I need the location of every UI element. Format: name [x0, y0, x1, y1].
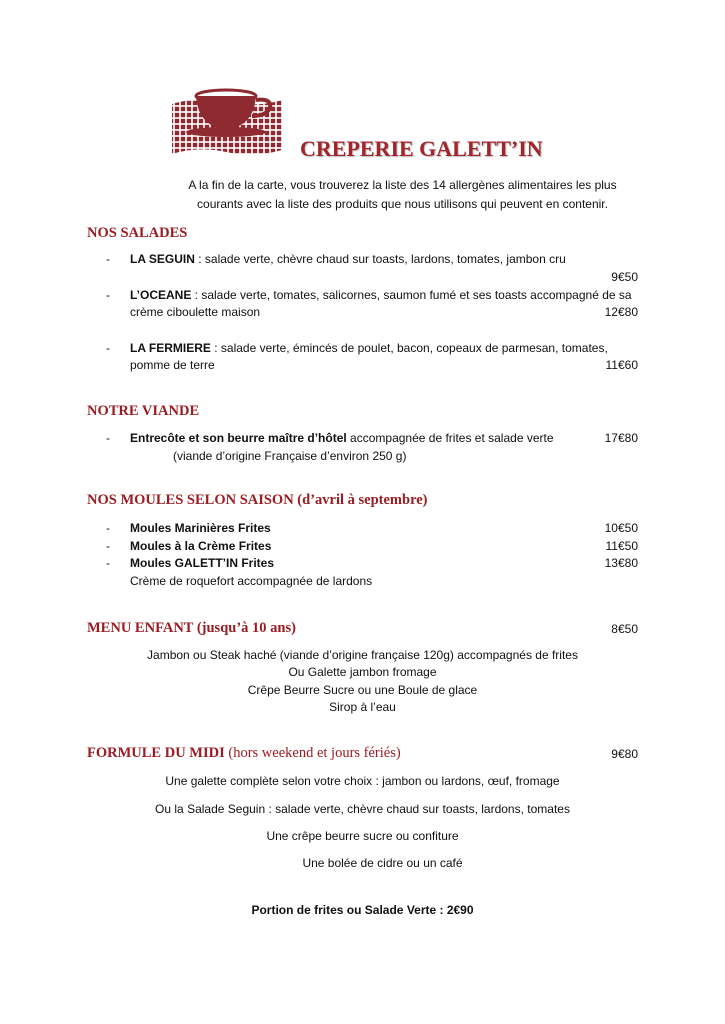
menu-enfant-line: Sirop à l’eau: [329, 700, 396, 714]
salade-seguin-price: 9€50: [611, 270, 638, 284]
bullet-dash: -: [106, 556, 110, 570]
moules-galettin: Moules GALETT’IN Frites: [130, 556, 275, 570]
moules-heading: NOS MOULES SELON SAISON (d’avril à septembre): [87, 492, 428, 508]
moules-marinieres-price: 10€50: [604, 521, 638, 535]
bullet-dash: -: [106, 341, 110, 355]
moules-galettin-note: Crème de roquefort accompagnée de lardons: [130, 574, 373, 588]
moules-marinieres: Moules Marinières Frites: [130, 521, 271, 535]
moules-creme: Moules à la Crème Frites: [130, 539, 272, 553]
salade-oceane-price: 12€80: [604, 305, 638, 319]
bullet-dash: -: [106, 431, 110, 445]
portion-note: Portion de frites ou Salade Verte : 2€90: [251, 903, 474, 917]
formule-line: Une bolée de cidre ou un café: [302, 856, 463, 870]
salade-fermiere: LA FERMIERE : salade verte, émincés de poulet, bacon, copeaux de parmesan, tomates,: [130, 341, 608, 355]
bullet-dash: -: [106, 521, 110, 535]
salades-heading: NOS SALADES: [87, 225, 188, 241]
coffee-cup-logo: [168, 82, 286, 160]
formule-line: Une galette complète selon votre choix : jambon ou lardons, œuf, fromage: [165, 774, 560, 788]
entrecote-note: (viande d’origine Française d’environ 250 g): [173, 449, 407, 463]
moules-creme-price: 11€50: [605, 539, 638, 553]
menu-enfant-line: Crêpe Beurre Sucre ou une Boule de glace: [247, 683, 478, 697]
restaurant-title: CREPERIE GALETT’IN: [300, 136, 543, 161]
formule-line: Ou la Salade Seguin : salade verte, chèvre chaud sur toasts, lardons, tomates: [155, 802, 570, 816]
allergen-notice-line-2: courants avec la liste des produits que nous utilisons qui peuvent en contenir.: [197, 197, 608, 211]
salade-fermiere-price: 11€60: [605, 358, 638, 372]
entrecote-item: Entrecôte et son beurre maître d’hôtel accompagnée de frites et salade verte: [130, 431, 554, 445]
formule-midi-heading: FORMULE DU MIDI (hors weekend et jours fériés): [87, 745, 401, 761]
bullet-dash: -: [106, 539, 110, 553]
formule-midi-price: 9€80: [611, 747, 638, 761]
menu-enfant-line: Jambon ou Steak haché (viande d’origine française 120g) accompagnés de frites: [147, 648, 578, 662]
moules-galettin-price: 13€80: [604, 556, 638, 570]
viande-heading: NOTRE VIANDE: [87, 403, 200, 419]
menu-enfant-price: 8€50: [611, 622, 638, 636]
menu-enfant-line: Ou Galette jambon fromage: [288, 665, 437, 679]
salade-oceane: L’OCEANE : salade verte, tomates, salicornes, saumon fumé et ses toasts accompagné de sa: [130, 288, 632, 302]
bullet-dash: -: [106, 252, 110, 266]
bullet-dash: -: [106, 288, 110, 302]
salade-seguin: LA SEGUIN : salade verte, chèvre chaud sur toasts, lardons, tomates, jambon cru: [130, 252, 566, 266]
allergen-notice-line-1: A la fin de la carte, vous trouverez la liste des 14 allergènes alimentaires les plus: [188, 178, 617, 192]
formule-line: Une crêpe beurre sucre ou confiture: [266, 829, 459, 843]
entrecote-price: 17€80: [604, 431, 638, 445]
menu-enfant-heading: MENU ENFANT (jusqu’à 10 ans): [87, 620, 296, 636]
salade-fermiere-desc2: pomme de terre: [130, 358, 215, 372]
salade-oceane-desc2: crème ciboulette maison: [130, 305, 261, 319]
